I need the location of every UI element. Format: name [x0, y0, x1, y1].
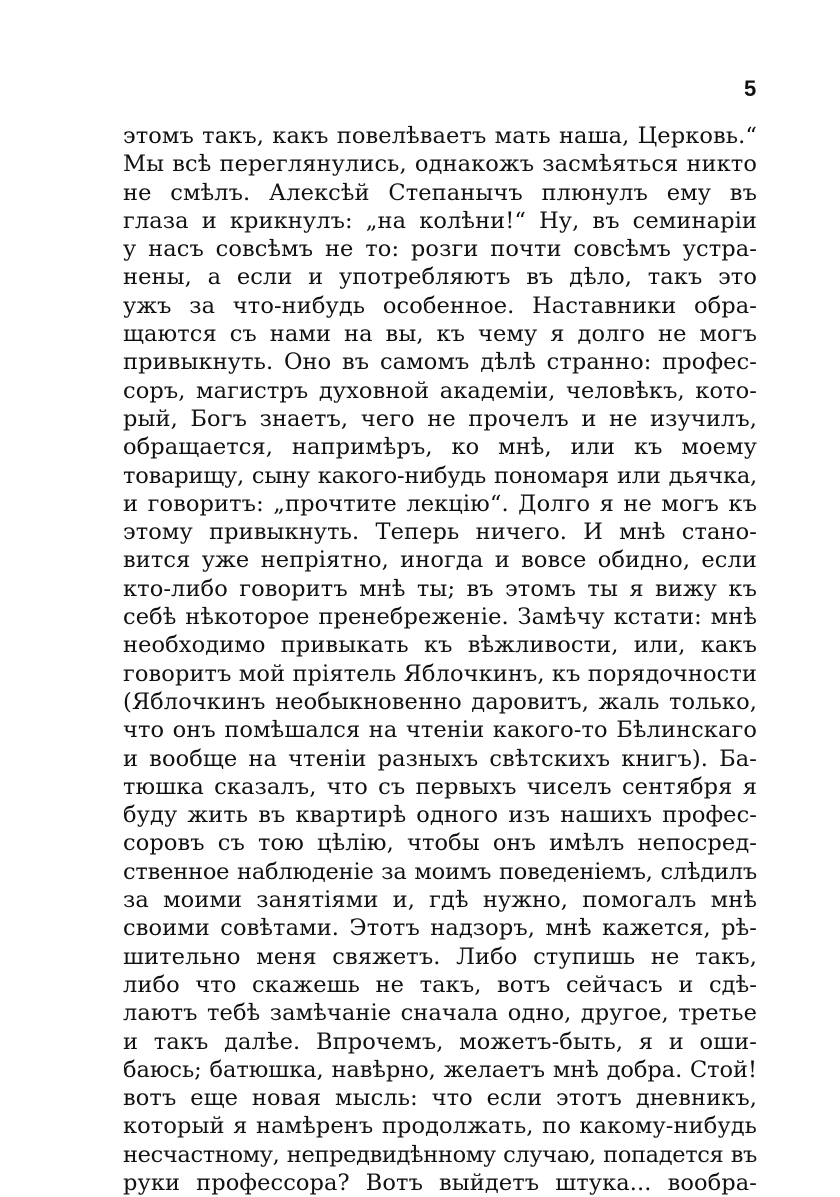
text-line: тюшка сказалъ, что съ первыхъ чиселъ сентября я — [123, 773, 757, 800]
text-line: соровъ съ тою цѣлію, чтобы онъ имѣлъ непосред- — [123, 830, 757, 857]
text-line: вится уже непріятно, иногда и вовсе обидно, если — [123, 547, 757, 574]
text-line: и говоритъ: „прочтите лекцію“. Долго я не могъ къ — [123, 490, 757, 517]
text-line: необходимо привыкать къ вѣжливости, или, какъ — [123, 632, 757, 659]
text-line: буду жить въ квартирѣ одного изъ нашихъ профес- — [123, 802, 757, 829]
text-line: и вообще на чтеніи разныхъ свѣтскихъ книгъ). Ба- — [123, 745, 757, 772]
text-line: говоритъ мой пріятель Яблочкинъ, къ порядочности — [123, 660, 757, 687]
text-line: себѣ нѣкоторое пренебреженіе. Замѣчу кстати: мнѣ — [123, 604, 757, 631]
text-line: нены, а если и употребляютъ въ дѣло, такъ это — [123, 264, 757, 291]
text-line: щаются съ нами на вы, къ чему я долго не могъ — [123, 321, 757, 348]
text-line: ственное наблюденіе за моимъ поведеніемъ, слѣдилъ — [123, 858, 757, 885]
body-text — [123, 122, 757, 1197]
text-line: глаза и крикнулъ: „на колѣни!“ Ну, въ семинаріи — [123, 207, 757, 234]
text-line: баюсь; батюшка, навѣрно, желаетъ мнѣ добра. Стой! — [123, 1056, 757, 1083]
text-line: рый, Богъ знаетъ, чего не прочелъ и не изучилъ, — [123, 405, 757, 432]
text-line: за моими занятіями и, гдѣ нужно, помогалъ мнѣ — [123, 887, 757, 914]
text-line: который я намѣренъ продолжать, по какому-нибудь — [123, 1113, 757, 1140]
text-line: соръ, магистръ духовной академіи, человѣкъ, кото- — [123, 377, 757, 404]
text-line: не смѣлъ. Алексѣй Степанычъ плюнулъ ему въ — [123, 179, 757, 206]
text-line: и такъ далѣе. Впрочемъ, можетъ-быть, я и оши- — [123, 1028, 757, 1055]
text-line: своими совѣтами. Этотъ надзоръ, мнѣ кажется, рѣ- — [123, 915, 757, 942]
text-line: обращается, напримѣръ, ко мнѣ, или къ моему — [123, 434, 757, 461]
text-line: у насъ совсѣмъ не то: розги почти совсѣмъ устра- — [123, 236, 757, 263]
text-line: шительно меня свяжетъ. Либо ступишь не такъ, — [123, 943, 757, 970]
text-line: лаютъ тебѣ замѣчаніе сначала одно, другое, третье — [123, 1000, 757, 1027]
text-line: кто-либо говоритъ мнѣ ты; въ этомъ ты я вижу къ — [123, 575, 757, 602]
text-line: ужъ за что-нибудь особенное. Наставники обра- — [123, 292, 757, 319]
text-line: несчастному, непредвидѣнному случаю, попадется въ — [123, 1141, 757, 1168]
text-line: что онъ помѣшался на чтеніи какого-то Бѣлинскаго — [123, 717, 757, 744]
text-line: вотъ еще новая мысль: что если этотъ дневникъ, — [123, 1085, 757, 1112]
text-line: товарищу, сыну какого-нибудь пономаря или дьячка, — [123, 462, 757, 489]
text-line: этомъ такъ, какъ повелѣваетъ мать наша, Церковь.“ — [123, 123, 757, 149]
text-line: руки профессора? Вотъ выйдетъ штука... вообра- — [123, 1169, 757, 1196]
text-line: (Яблочкинъ необыкновенно даровитъ, жаль только, — [123, 688, 757, 715]
text-line: либо что скажешь не такъ, вотъ сейчасъ и сдѣ- — [123, 971, 757, 998]
text-line: привыкнуть. Оно въ самомъ дѣлѣ странно: профес- — [123, 349, 757, 376]
text-line: этому привыкнуть. Теперь ничего. И мнѣ стано- — [123, 519, 757, 546]
page-number: 5 — [744, 76, 757, 101]
text-line: Мы всѣ переглянулись, однакожъ засмѣяться никто — [123, 151, 757, 178]
